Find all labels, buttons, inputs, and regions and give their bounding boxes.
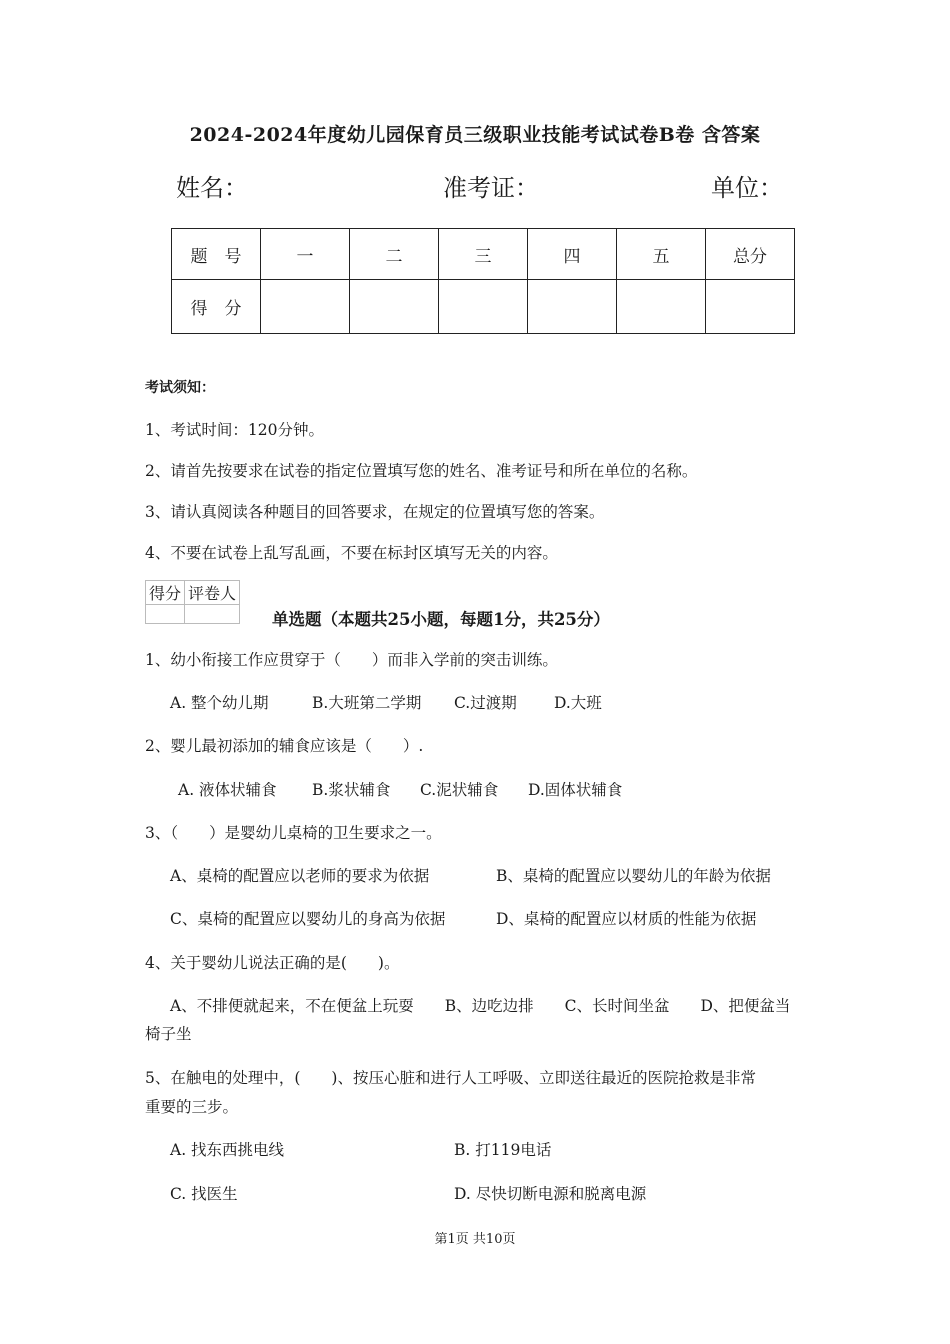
question-option: C. 找医生: [170, 1185, 238, 1203]
question-options-line: A、不排便就起来，不在便盆上玩耍 B、边吃边排 C、长时间坐盆 D、把便盆当: [170, 997, 791, 1015]
question-option: A. 液体状辅食: [178, 781, 277, 799]
score-table-header-cell: 五: [617, 229, 706, 280]
page-footer: 第1页 共10页: [434, 1232, 516, 1247]
score-cell: [439, 280, 528, 334]
question-stem: 2、婴儿最初添加的辅食应该是（ ）.: [145, 737, 424, 755]
score-cell: [706, 280, 795, 334]
question-stem: 3、（ ）是婴幼儿桌椅的卫生要求之一。: [145, 824, 442, 842]
notice-item: 1、考试时间：120分钟。: [145, 421, 324, 439]
question-option: B.浆状辅食: [312, 781, 391, 799]
grader-box: [145, 580, 240, 624]
question-option: A、桌椅的配置应以老师的要求为依据: [170, 867, 430, 885]
score-table-header-row: [172, 229, 795, 280]
score-table-header-cell: 四: [528, 229, 617, 280]
question-option: A. 整个幼儿期: [170, 694, 269, 712]
question-stem: 5、在触电的处理中，( )、按压心脏和进行人工呼吸、立即送往最近的医院抢救是非常: [145, 1069, 756, 1087]
score-table-header-cell: 总分: [706, 229, 795, 280]
question-stem: 4、关于婴幼儿说法正确的是( )。: [145, 954, 400, 972]
score-table-header-cell: 题 号: [172, 229, 261, 280]
unit-label: 单位：: [711, 174, 783, 202]
score-table-header-cell: 三: [439, 229, 528, 280]
notice-heading: 考试须知：: [145, 380, 215, 396]
notice-item: 2、请首先按要求在试卷的指定位置填写您的姓名、准考证号和所在单位的名称。: [145, 462, 698, 480]
notice-item: 3、请认真阅读各种题目的回答要求，在规定的位置填写您的答案。: [145, 503, 605, 521]
score-cell: [261, 280, 350, 334]
grader-name-cell: [185, 605, 240, 624]
score-table-header-cell: 一: [261, 229, 350, 280]
question-option: D、桌椅的配置应以材质的性能为依据: [496, 910, 757, 928]
exam-number-label: 准考证：: [443, 174, 539, 202]
score-cell: [617, 280, 706, 334]
page-title: 2024-2024年度幼儿园保育员三级职业技能考试试卷B卷 含答案: [189, 124, 761, 146]
question-option: D.大班: [554, 694, 602, 712]
name-label: 姓名：: [176, 174, 248, 202]
score-cell: [350, 280, 439, 334]
question-option: B.大班第二学期: [312, 694, 422, 712]
score-table-header-cell: 二: [350, 229, 439, 280]
question-options-line: 椅子坐: [145, 1025, 192, 1043]
grader-box-blank-row: [146, 605, 240, 624]
grader-score-cell: [146, 605, 185, 624]
question-option: A. 找东西挑电线: [170, 1141, 285, 1159]
question-stem: 1、幼小衔接工作应贯穿于（ ）而非入学前的突击训练。: [145, 651, 558, 669]
question-option: C、桌椅的配置应以婴幼儿的身高为依据: [170, 910, 446, 928]
question-option: C.泥状辅食: [420, 781, 499, 799]
score-table-score-row: [172, 280, 795, 334]
grader-score-label: 得分: [146, 581, 185, 605]
question-option: D.固体状辅食: [528, 781, 623, 799]
grader-name-label: 评卷人: [185, 581, 240, 605]
question-option: B、桌椅的配置应以婴幼儿的年龄为依据: [496, 867, 771, 885]
question-stem: 重要的三步。: [145, 1098, 239, 1116]
section-title: 单选题（本题共25小题，每题1分，共25分）: [272, 610, 610, 629]
notice-item: 4、不要在试卷上乱写乱画，不要在标封区填写无关的内容。: [145, 544, 558, 562]
score-cell: [528, 280, 617, 334]
score-row-label: 得 分: [172, 280, 261, 334]
grader-box-header-row: [146, 581, 240, 605]
question-option: C.过渡期: [454, 694, 517, 712]
question-option: D. 尽快切断电源和脱离电源: [454, 1185, 647, 1203]
score-table: [171, 228, 795, 334]
question-option: B. 打119电话: [454, 1141, 552, 1159]
